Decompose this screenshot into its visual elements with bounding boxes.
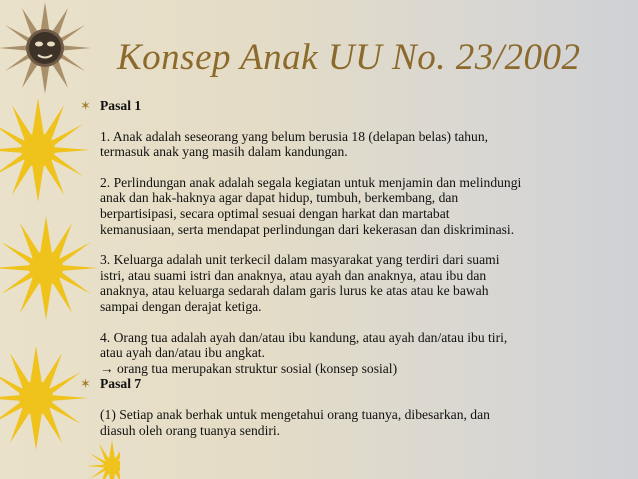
paragraph: 4. Orang tua adalah ayah dan/atau ibu kandung, atau ayah dan/atau ibu tiri, atau ayah dan/atau ibu angkat. → orang tua merupakan struktur sosial (konsep sosial) xyxy=(100,329,508,376)
sun-icon xyxy=(0,346,88,450)
sun-icon xyxy=(86,440,120,479)
paragraph: 3. Keluarga adalah unit terkecil dalam masyarakat yang terdiri dari suami istri, atau suami istri dan anaknya, atau ayah dan anaknya, atau ibu dan anaknya, atau keluarga sedarah dalam garis lurus ke atas atau ke bawah sampai dengan derajat ketiga. xyxy=(100,252,500,314)
section-heading: ✶ Pasal 7 xyxy=(80,376,142,392)
paragraph: 1. Anak adalah seseorang yang belum berusia 18 (delapan belas) tahun, termasuk anak yang masih dalam kandungan. xyxy=(100,128,489,160)
slide-body xyxy=(80,98,600,438)
sun-icon xyxy=(0,98,90,202)
sun-face-icon xyxy=(0,2,91,94)
paragraph: 2. Perlindungan anak adalah segala kegiatan untuk menjamin dan melindungi anak dan hak-haknya agar dapat hidup, tumbuh, berkembang, dan berpartisipasi, secara optimal sesuai dengan harkat dan martabat kemanusiaan, serta mendapat perlindungan dari kekerasan dan diskriminasi. xyxy=(100,174,522,237)
slide-title: Konsep Anak UU No. 23/2002 xyxy=(117,37,581,78)
star-bullet-icon: ✶ xyxy=(80,98,91,113)
section-heading: ✶ Pasal 1 xyxy=(80,98,142,113)
paragraph: (1) Setiap anak berhak untuk mengetahui orang tuanya, dibesarkan, dan diasuh oleh orang tuanya sendiri. xyxy=(100,406,490,438)
star-bullet-icon: ✶ xyxy=(80,376,91,392)
